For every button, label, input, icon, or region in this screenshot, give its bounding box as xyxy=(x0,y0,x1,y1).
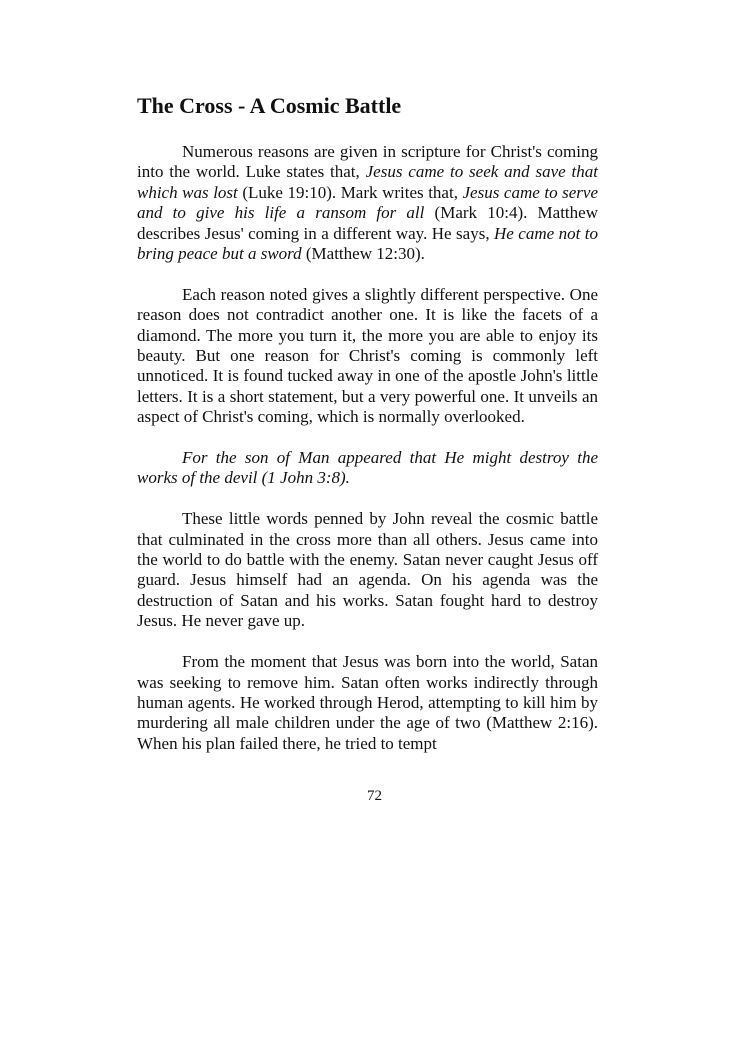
paragraph xyxy=(137,285,598,428)
scripture-quote: Jesus came to serve and to give his life a ransom for all xyxy=(137,182,599,223)
paragraph xyxy=(137,652,598,754)
text-segment: (Luke 19:10). Mark writes that, xyxy=(237,182,463,202)
paragraph xyxy=(137,448,598,489)
text-segment: Each reason noted gives a slightly different perspective. One reason does not contradict another one. It is like the facets of a diamond. The more you turn it, the more you are able to enjoy its beauty. But one reason for Christ's coming is commonly left unnoticed. It is found tucked away in one of the apostle John's little letters. It is a short statement, but a very powerful one. It unveils an aspect of Christ's coming, which is normally overlooked. xyxy=(137,284,598,427)
text-segment: Numerous reasons are given in scripture for Christ's coming into the world. Luke states that, xyxy=(137,142,598,182)
scripture-quote: For the son of Man appeared that He might destroy the works of the devil (1 John 3:8). xyxy=(137,448,598,488)
text-segment: (Matthew 12:30). xyxy=(301,244,425,264)
scripture-quote: Jesus came to seek and save that which was lost xyxy=(137,162,598,202)
chapter-title: The Cross - A Cosmic Battle xyxy=(137,93,402,118)
text-segment: (Mark 10:4). Matthew describes Jesus' coming in a different way. He says, xyxy=(137,203,598,243)
page-number: 72 xyxy=(367,788,382,804)
text-segment: These little words penned by John reveal the cosmic battle that culminated in the cross more than all others. Jesus came into the world to do battle with the enemy. Satan never caught Jesus off guard. Jesus himself had an agenda. On his agenda was the destruction of Satan and his works. Satan fought hard to destroy Jesus. He never gave up. xyxy=(137,509,598,631)
body-text xyxy=(137,142,598,754)
paragraph xyxy=(137,142,598,264)
text-segment: From the moment that Jesus was born into the world, Satan was seeking to remove him. Satan often works indirectly through human agents. He worked through Herod, attempting to kill him by murdering all male children under the age of two (Matthew 2:16). When his plan failed there, he tried to tempt xyxy=(137,652,598,753)
document-page xyxy=(137,92,598,775)
scripture-quote: He came not to bring peace but a sword xyxy=(137,223,599,264)
paragraph xyxy=(137,509,598,631)
